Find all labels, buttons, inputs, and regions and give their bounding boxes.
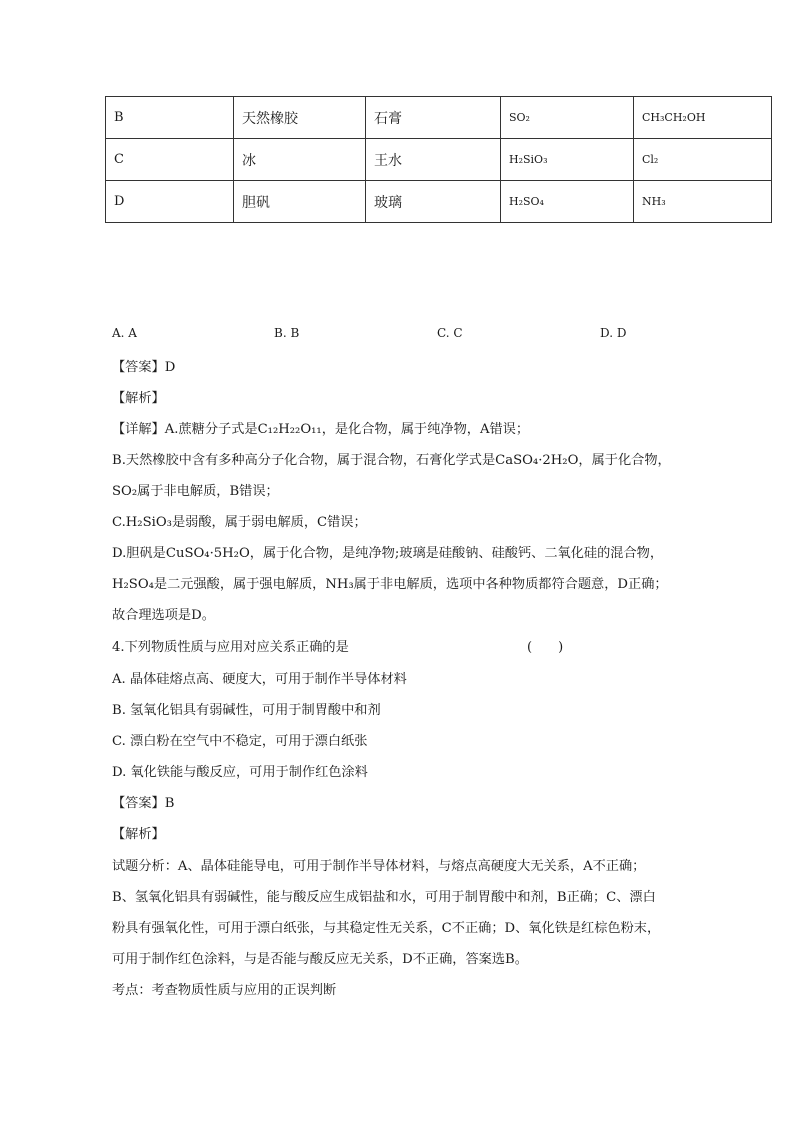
table-cell: H₂SO₄ [501, 181, 634, 223]
table-cell: 胆矾 [234, 181, 366, 223]
q4-analysis-line: 试题分析：A、晶体硅能导电，可用于制作半导体材料，与熔点高硬度大无关系，A不正确； [112, 859, 646, 874]
q3-option-c: C. C [437, 326, 463, 340]
q3-analysis-line: 故合理选项是D。 [112, 608, 215, 623]
table-cell: H₂SiO₃ [501, 139, 634, 181]
table-cell: 王水 [366, 139, 501, 181]
q3-option-a: A. A [112, 326, 137, 340]
q4-answer: 【答案】B [112, 796, 175, 811]
table-cell: Cl₂ [634, 139, 772, 181]
q3-analysis-line: SO₂属于非电解质，B错误； [112, 484, 279, 499]
q3-analysis-title: 【解析】 [112, 391, 165, 406]
table-cell: CH₃CH₂OH [634, 97, 772, 139]
row-label: B [106, 97, 234, 139]
table-cell: 石膏 [366, 97, 501, 139]
table-row [106, 97, 772, 139]
q4-option-c: C. 漂白粉在空气中不稳定，可用于漂白纸张 [112, 734, 368, 749]
table-cell: SO₂ [501, 97, 634, 139]
table-row [106, 139, 772, 181]
q3-analysis-line: C.H₂SiO₃是弱酸，属于弱电解质，C错误； [112, 515, 367, 530]
q4-option-d: D. 氧化铁能与酸反应，可用于制作红色涂料 [112, 765, 368, 780]
q4-option-a: A. 晶体硅熔点高、硬度大，可用于制作半导体材料 [112, 672, 407, 687]
row-label: C [106, 139, 234, 181]
q3-option-b: B. B [274, 326, 300, 340]
q4-kaodian: 考点：考查物质性质与应用的正误判断 [112, 983, 337, 998]
q3-option-d: D. D [600, 326, 627, 340]
table-cell: NH₃ [634, 181, 772, 223]
q4-answer-blank: ( ) [527, 640, 564, 655]
q4-stem: 4.下列物质性质与应用对应关系正确的是 [112, 640, 349, 655]
table-row [106, 181, 772, 223]
q4-option-b: B. 氢氧化铝具有弱碱性，可用于制胃酸中和剂 [112, 703, 381, 718]
q3-analysis-line: H₂SO₄是二元强酸，属于强电解质，NH₃属于非电解质，选项中各种物质都符合题意，D正确； [112, 577, 668, 592]
row-label: D [106, 181, 234, 223]
q3-analysis-line: 【详解】A.蔗糖分子式是C₁₂H₂₂O₁₁，是化合物，属于纯净物，A错误； [112, 422, 530, 437]
q4-analysis-title: 【解析】 [112, 827, 165, 842]
q3-answer: 【答案】D [112, 360, 176, 375]
substance-table [105, 96, 772, 223]
table-cell: 冰 [234, 139, 366, 181]
q4-analysis-line: B、氢氧化铝具有弱碱性，能与酸反应生成铝盐和水，可用于制胃酸中和剂，B正确；C、漂白 [112, 890, 656, 905]
q3-analysis-line: D.胆矾是CuSO₄·5H₂O，属于化合物，是纯净物;玻璃是硅酸钠、硅酸钙、二氧化硅的混合物， [112, 546, 664, 561]
q3-analysis-line: B.天然橡胶中含有多种高分子化合物，属于混合物，石膏化学式是CaSO₄·2H₂O，属于化合物， [112, 453, 671, 468]
q4-analysis-line: 粉具有强氧化性，可用于漂白纸张，与其稳定性无关系，C不正确；D、氧化铁是红棕色粉末， [112, 921, 661, 936]
table-cell: 玻璃 [366, 181, 501, 223]
table-cell: 天然橡胶 [234, 97, 366, 139]
q4-analysis-line: 可用于制作红色涂料，与是否能与酸反应无关系，D不正确，答案选B。 [112, 952, 528, 967]
